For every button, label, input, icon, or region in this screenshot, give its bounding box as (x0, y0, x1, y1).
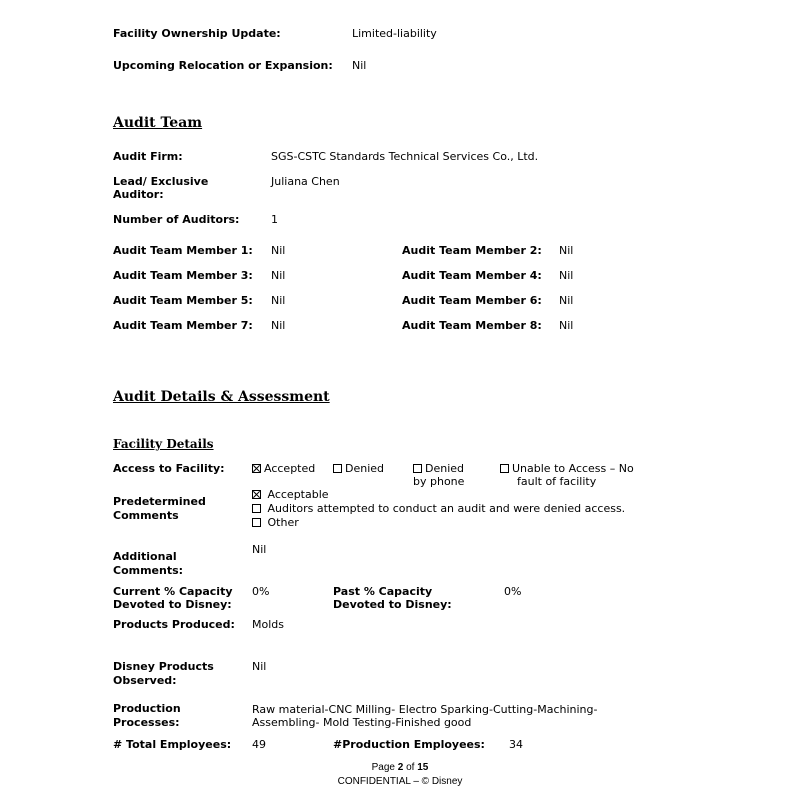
page-total: 15 (417, 762, 429, 773)
member-8-label: Audit Team Member 8: (402, 319, 542, 332)
member-3-label: Audit Team Member 3: (113, 269, 253, 282)
member-7-value: Nil (271, 319, 286, 332)
member-3-value: Nil (271, 269, 286, 282)
member-1-label: Audit Team Member 1: (113, 244, 253, 257)
predetermined-option-denied-label: Auditors attempted to conduct an audit and were denied access. (267, 502, 626, 515)
predetermined-option-denied[interactable] (252, 502, 625, 515)
predetermined-label-line1: Predetermined (113, 495, 206, 508)
production-employees-value: 34 (509, 738, 523, 751)
disney-products-label-line2: Observed: (113, 674, 177, 687)
predetermined-option-acceptable[interactable] (252, 488, 329, 501)
ownership-update-label: Facility Ownership Update: (113, 27, 281, 40)
audit-firm-value: SGS-CSTC Standards Technical Services Co., Ltd. (271, 150, 539, 163)
additional-label-line2: Comments: (113, 564, 184, 577)
checkbox-icon[interactable] (252, 518, 261, 527)
predetermined-label-line2: Comments (113, 509, 179, 522)
predetermined-option-other[interactable] (252, 516, 299, 529)
checkbox-checked-icon[interactable] (252, 464, 261, 473)
checkbox-checked-icon[interactable] (252, 490, 261, 499)
access-option-accepted-label: Accepted (264, 462, 316, 475)
past-capacity-value: 0% (504, 585, 522, 598)
member-5-value: Nil (271, 294, 286, 307)
page-prefix: Page (371, 762, 398, 773)
checkbox-icon[interactable] (413, 464, 422, 473)
relocation-value: Nil (352, 59, 367, 72)
access-option-unable-label: Unable to Access – No (512, 462, 634, 475)
relocation-label: Upcoming Relocation or Expansion: (113, 59, 333, 72)
current-capacity-label-line1: Current % Capacity (113, 585, 233, 598)
member-6-value: Nil (559, 294, 574, 307)
member-6-label: Audit Team Member 6: (402, 294, 542, 307)
lead-auditor-label-line2: Auditor: (113, 188, 164, 201)
processes-label-line2: Processes: (113, 716, 180, 729)
audit-team-heading: Audit Team (113, 115, 203, 131)
production-employees-label: #Production Employees: (333, 738, 485, 751)
current-capacity-label-line2: Devoted to Disney: (113, 598, 232, 611)
facility-details-heading: Facility Details (113, 437, 214, 451)
member-8-value: Nil (559, 319, 574, 332)
confidential-notice: CONFIDENTIAL – © Disney (337, 776, 463, 787)
member-4-value: Nil (559, 269, 574, 282)
processes-value-line2: Assembling- Mold Testing-Finished good (252, 716, 472, 729)
audit-details-heading: Audit Details & Assessment (113, 389, 330, 405)
access-option-denied-phone[interactable] (413, 462, 464, 475)
ownership-update-value: Limited-liability (352, 27, 437, 40)
lead-auditor-label-line1: Lead/ Exclusive (113, 175, 209, 188)
disney-products-value: Nil (252, 660, 267, 673)
member-2-label: Audit Team Member 2: (402, 244, 542, 257)
member-5-label: Audit Team Member 5: (113, 294, 253, 307)
products-value: Molds (252, 618, 284, 631)
processes-value-line1: Raw material-CNC Milling- Electro Sparking-Cutting-Machining- (252, 703, 598, 716)
predetermined-option-acceptable-label: Acceptable (267, 488, 329, 501)
lead-auditor-value: Juliana Chen (271, 175, 340, 188)
access-option-denied[interactable] (333, 462, 384, 475)
access-option-unable-line2: fault of facility (517, 475, 597, 488)
num-auditors-value: 1 (271, 213, 278, 226)
past-capacity-label-line2: Devoted to Disney: (333, 598, 452, 611)
additional-value: Nil (252, 543, 267, 556)
predetermined-option-other-label: Other (267, 516, 299, 529)
disney-products-label-line1: Disney Products (113, 660, 214, 673)
access-label: Access to Facility: (113, 462, 225, 475)
access-option-denied-phone-label: Denied (425, 462, 465, 475)
total-employees-value: 49 (252, 738, 266, 751)
checkbox-icon[interactable] (500, 464, 509, 473)
member-7-label: Audit Team Member 7: (113, 319, 253, 332)
page-number (300, 761, 500, 774)
checkbox-icon[interactable] (252, 504, 261, 513)
past-capacity-label-line1: Past % Capacity (333, 585, 433, 598)
page-of: of (403, 762, 418, 773)
access-option-unable[interactable] (500, 462, 634, 475)
total-employees-label: # Total Employees: (113, 738, 232, 751)
member-2-value: Nil (559, 244, 574, 257)
additional-label-line1: Additional (113, 550, 177, 563)
access-option-denied-label: Denied (345, 462, 385, 475)
products-label: Products Produced: (113, 618, 235, 631)
page-current: 2 (397, 762, 404, 773)
num-auditors-label: Number of Auditors: (113, 213, 240, 226)
member-1-value: Nil (271, 244, 286, 257)
checkbox-icon[interactable] (333, 464, 342, 473)
access-option-denied-phone-line2: by phone (413, 475, 465, 488)
current-capacity-value: 0% (252, 585, 270, 598)
processes-label-line1: Production (113, 702, 181, 715)
audit-firm-label: Audit Firm: (113, 150, 183, 163)
access-option-accepted[interactable] (252, 462, 315, 475)
member-4-label: Audit Team Member 4: (402, 269, 542, 282)
